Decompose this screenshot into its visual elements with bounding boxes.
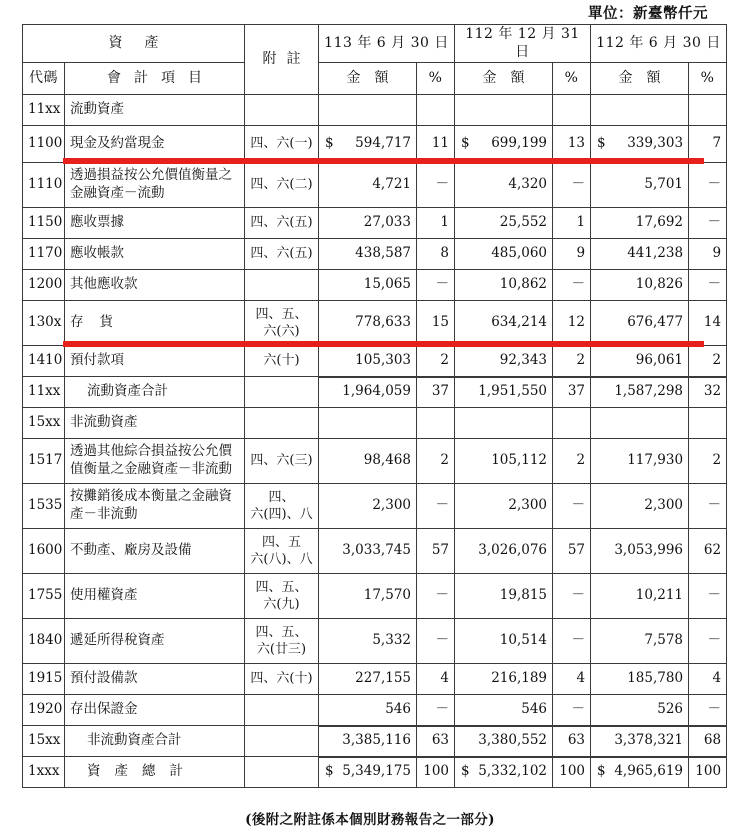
row-amount-p3: 5,701 xyxy=(591,162,689,207)
header-pct-2: % xyxy=(553,62,591,94)
table-row xyxy=(23,125,727,162)
row-amount-p2 xyxy=(455,407,553,438)
row-percent-p2: 4 xyxy=(553,663,591,694)
row-note-ref: 四、六(五) xyxy=(245,207,319,238)
table-row xyxy=(23,573,727,618)
row-amount-p1: 105,303 xyxy=(319,345,417,376)
header-item: 會計項目 xyxy=(65,62,245,94)
row-percent-p3: 14 xyxy=(689,300,727,345)
row-code: 15xx xyxy=(23,725,65,756)
table-row xyxy=(23,528,727,573)
row-account-name: 透過其他綜合損益按公允價值衡量之金融資產－非流動 xyxy=(65,438,245,483)
table-row xyxy=(23,162,727,207)
currency-symbol: $ xyxy=(597,763,606,780)
row-percent-p2 xyxy=(553,94,591,125)
row-percent-p3: － xyxy=(689,483,727,528)
row-amount-p3: 1,587,298 xyxy=(591,376,689,407)
row-percent-p1: － xyxy=(417,618,455,663)
row-note-ref: 六(十) xyxy=(245,345,319,376)
row-amount-p1: $ 594,717 xyxy=(319,125,417,162)
row-amount-p2: 92,343 xyxy=(455,345,553,376)
row-account-name: 預付款項 xyxy=(65,345,245,376)
row-amount-p2: 105,112 xyxy=(455,438,553,483)
row-percent-p2: 37 xyxy=(553,376,591,407)
row-amount-p3: 526 xyxy=(591,694,689,725)
row-percent-p3: 7 xyxy=(689,125,727,162)
row-percent-p1 xyxy=(417,407,455,438)
row-note-ref: 四、五、 六(九) xyxy=(245,573,319,618)
row-note-ref: 四、六(一) xyxy=(245,125,319,162)
table-row xyxy=(23,269,727,300)
row-note-ref xyxy=(245,407,319,438)
row-amount-p2: 546 xyxy=(455,694,553,725)
table-row xyxy=(23,438,727,483)
row-code: 1200 xyxy=(23,269,65,300)
row-percent-p3: 32 xyxy=(689,376,727,407)
row-account-name: 預付設備款 xyxy=(65,663,245,694)
row-amount-p2: 485,060 xyxy=(455,238,553,269)
row-percent-p2: － xyxy=(553,694,591,725)
row-amount-p2: 216,189 xyxy=(455,663,553,694)
row-percent-p3: － xyxy=(689,162,727,207)
row-note-ref xyxy=(245,756,319,787)
header-asset-title: 資產 xyxy=(23,25,245,63)
table-row xyxy=(23,756,727,787)
row-code: 1170 xyxy=(23,238,65,269)
row-account-name: 資產總計 xyxy=(65,756,245,787)
row-amount-p1: 5,332 xyxy=(319,618,417,663)
header-note: 附註 xyxy=(245,25,319,95)
row-amount-p2: 19,815 xyxy=(455,573,553,618)
row-amount-p3: $ 4,965,619 xyxy=(591,756,689,787)
row-amount-p3: 2,300 xyxy=(591,483,689,528)
row-amount-p3: 7,578 xyxy=(591,618,689,663)
row-account-name: 存出保證金 xyxy=(65,694,245,725)
row-amount-p1: 3,033,745 xyxy=(319,528,417,573)
footer-note: (後附之附註係本個別財務報告之一部分) xyxy=(245,812,495,828)
row-percent-p3: 4 xyxy=(689,663,727,694)
row-percent-p1: 4 xyxy=(417,663,455,694)
row-amount-p1: 2,300 xyxy=(319,483,417,528)
unit-label: 單位：新臺幣仟元 xyxy=(588,5,708,22)
row-percent-p3 xyxy=(689,407,727,438)
header-amount-2: 金額 xyxy=(455,62,553,94)
highlight-bar-cash xyxy=(63,158,704,164)
row-percent-p3: － xyxy=(689,207,727,238)
row-amount-p2: 3,026,076 xyxy=(455,528,553,573)
table-row xyxy=(23,345,727,376)
row-amount-p2: 4,320 xyxy=(455,162,553,207)
table-row xyxy=(23,94,727,125)
header-period-1-date: 113 年 6 月 30 日 xyxy=(319,25,455,63)
row-account-name: 應收票據 xyxy=(65,207,245,238)
row-percent-p2: 13 xyxy=(553,125,591,162)
row-amount-p2: 3,380,552 xyxy=(455,725,553,756)
currency-symbol: $ xyxy=(325,763,334,780)
row-amount-p1: 438,587 xyxy=(319,238,417,269)
row-code: 130x xyxy=(23,300,65,345)
row-amount-p3: 10,211 xyxy=(591,573,689,618)
row-percent-p2: 63 xyxy=(553,725,591,756)
row-code: 1535 xyxy=(23,483,65,528)
row-percent-p3: － xyxy=(689,618,727,663)
table-row xyxy=(23,663,727,694)
row-percent-p2: － xyxy=(553,573,591,618)
row-account-name: 非流動資產合計 xyxy=(65,725,245,756)
row-amount-p3 xyxy=(591,407,689,438)
row-code: 1xxx xyxy=(23,756,65,787)
table-row xyxy=(23,694,727,725)
row-amount-p1: 27,033 xyxy=(319,207,417,238)
row-account-name: 存貨 xyxy=(65,300,245,345)
header-row-top xyxy=(23,25,727,63)
row-amount-p3: 441,238 xyxy=(591,238,689,269)
row-note-ref: 四、六(五) xyxy=(245,238,319,269)
row-amount-p2: 634,214 xyxy=(455,300,553,345)
row-percent-p2: 100 xyxy=(553,756,591,787)
row-percent-p1: 11 xyxy=(417,125,455,162)
row-note-ref: 四、五、 六(六) xyxy=(245,300,319,345)
row-amount-p1: 778,633 xyxy=(319,300,417,345)
row-percent-p3: － xyxy=(689,573,727,618)
row-percent-p1: 8 xyxy=(417,238,455,269)
header-pct-3: % xyxy=(689,62,727,94)
row-code: 1517 xyxy=(23,438,65,483)
row-account-name: 按攤銷後成本衡量之金融資產－非流動 xyxy=(65,483,245,528)
table-row xyxy=(23,725,727,756)
row-code: 1600 xyxy=(23,528,65,573)
row-percent-p1: 2 xyxy=(417,438,455,483)
table-row xyxy=(23,376,727,407)
row-percent-p1: － xyxy=(417,483,455,528)
row-amount-p3: 185,780 xyxy=(591,663,689,694)
row-amount-p3: 3,378,321 xyxy=(591,725,689,756)
row-percent-p2: 12 xyxy=(553,300,591,345)
row-amount-p3: $ 339,303 xyxy=(591,125,689,162)
table-header xyxy=(23,25,727,95)
row-code: 1840 xyxy=(23,618,65,663)
row-note-ref: 四、六(十) xyxy=(245,663,319,694)
row-percent-p3: 2 xyxy=(689,438,727,483)
row-percent-p2: － xyxy=(553,269,591,300)
currency-symbol: $ xyxy=(597,135,606,152)
row-percent-p2 xyxy=(553,407,591,438)
header-pct-1: % xyxy=(417,62,455,94)
table-row xyxy=(23,618,727,663)
row-percent-p1: 15 xyxy=(417,300,455,345)
header-row-bottom xyxy=(23,62,727,94)
currency-symbol: $ xyxy=(461,763,470,780)
row-percent-p3: 2 xyxy=(689,345,727,376)
row-amount-p1: 98,468 xyxy=(319,438,417,483)
row-percent-p1 xyxy=(417,94,455,125)
row-note-ref xyxy=(245,269,319,300)
table-body xyxy=(23,94,727,787)
table-row xyxy=(23,238,727,269)
row-amount-p3: 96,061 xyxy=(591,345,689,376)
row-percent-p1: － xyxy=(417,573,455,618)
row-percent-p1: － xyxy=(417,269,455,300)
row-percent-p1: 1 xyxy=(417,207,455,238)
row-code: 1920 xyxy=(23,694,65,725)
row-note-ref: 四、六(三) xyxy=(245,438,319,483)
table-row xyxy=(23,407,727,438)
row-note-ref: 四、 六(四)、八 xyxy=(245,483,319,528)
row-note-ref xyxy=(245,694,319,725)
row-amount-p1: $ 5,349,175 xyxy=(319,756,417,787)
row-amount-p1: 3,385,116 xyxy=(319,725,417,756)
row-percent-p1: 63 xyxy=(417,725,455,756)
row-note-ref: 四、六(二) xyxy=(245,162,319,207)
row-amount-p3: 676,477 xyxy=(591,300,689,345)
row-percent-p3: － xyxy=(689,694,727,725)
row-percent-p2: － xyxy=(553,483,591,528)
row-account-name: 其他應收款 xyxy=(65,269,245,300)
row-percent-p3: 68 xyxy=(689,725,727,756)
table-row xyxy=(23,300,727,345)
row-percent-p1: － xyxy=(417,694,455,725)
row-account-name: 不動產、廠房及設備 xyxy=(65,528,245,573)
row-code: 1915 xyxy=(23,663,65,694)
currency-symbol: $ xyxy=(461,135,470,152)
row-amount-p3: 17,692 xyxy=(591,207,689,238)
row-account-name: 非流動資產 xyxy=(65,407,245,438)
row-amount-p2: 2,300 xyxy=(455,483,553,528)
row-amount-p1: 227,155 xyxy=(319,663,417,694)
header-amount-3: 金額 xyxy=(591,62,689,94)
row-amount-p1: 546 xyxy=(319,694,417,725)
row-note-ref xyxy=(245,94,319,125)
table-row xyxy=(23,207,727,238)
row-amount-p3: 117,930 xyxy=(591,438,689,483)
row-amount-p2: 1,951,550 xyxy=(455,376,553,407)
row-amount-p1 xyxy=(319,94,417,125)
row-account-name: 流動資產 xyxy=(65,94,245,125)
row-code: 1110 xyxy=(23,162,65,207)
header-amount-1: 金額 xyxy=(319,62,417,94)
row-percent-p3: 62 xyxy=(689,528,727,573)
currency-symbol: $ xyxy=(325,135,334,152)
row-code: 11xx xyxy=(23,94,65,125)
row-code: 15xx xyxy=(23,407,65,438)
row-account-name: 現金及約當現金 xyxy=(65,125,245,162)
row-percent-p2: 57 xyxy=(553,528,591,573)
row-amount-p3: 10,826 xyxy=(591,269,689,300)
row-percent-p2: 1 xyxy=(553,207,591,238)
row-percent-p3: 9 xyxy=(689,238,727,269)
row-code: 11xx xyxy=(23,376,65,407)
row-percent-p2: 2 xyxy=(553,345,591,376)
row-code: 1100 xyxy=(23,125,65,162)
row-account-name: 遞延所得稅資產 xyxy=(65,618,245,663)
row-amount-p2 xyxy=(455,94,553,125)
row-percent-p1: 2 xyxy=(417,345,455,376)
row-percent-p1: 57 xyxy=(417,528,455,573)
row-account-name: 流動資產合計 xyxy=(65,376,245,407)
row-percent-p3 xyxy=(689,94,727,125)
row-amount-p1 xyxy=(319,407,417,438)
row-percent-p2: － xyxy=(553,162,591,207)
row-note-ref: 四、五、 六(廿三) xyxy=(245,618,319,663)
row-amount-p1: 1,964,059 xyxy=(319,376,417,407)
row-note-ref xyxy=(245,376,319,407)
row-amount-p2: 25,552 xyxy=(455,207,553,238)
row-account-name: 透過損益按公允價值衡量之金融資產－流動 xyxy=(65,162,245,207)
row-percent-p2: － xyxy=(553,618,591,663)
row-code: 1410 xyxy=(23,345,65,376)
row-amount-p3: 3,053,996 xyxy=(591,528,689,573)
row-account-name: 應收帳款 xyxy=(65,238,245,269)
row-percent-p1: 100 xyxy=(417,756,455,787)
row-percent-p1: 37 xyxy=(417,376,455,407)
row-percent-p2: 9 xyxy=(553,238,591,269)
row-code: 1755 xyxy=(23,573,65,618)
row-percent-p3: － xyxy=(689,269,727,300)
header-code: 代碼 xyxy=(23,62,65,94)
highlight-bar-inventory xyxy=(63,341,704,347)
row-code: 1150 xyxy=(23,207,65,238)
row-amount-p2: $ 699,199 xyxy=(455,125,553,162)
row-percent-p2: 2 xyxy=(553,438,591,483)
header-period-3-date: 112 年 6 月 30 日 xyxy=(591,25,727,63)
row-amount-p2: $ 5,332,102 xyxy=(455,756,553,787)
balance-sheet-table xyxy=(22,24,727,788)
row-note-ref: 四、五 六(八)、八 xyxy=(245,528,319,573)
row-amount-p2: 10,862 xyxy=(455,269,553,300)
header-period-2-date: 112 年 12 月 31 日 xyxy=(455,25,591,63)
row-percent-p3: 100 xyxy=(689,756,727,787)
row-amount-p1: 15,065 xyxy=(319,269,417,300)
row-amount-p3 xyxy=(591,94,689,125)
row-percent-p1: － xyxy=(417,162,455,207)
row-note-ref xyxy=(245,725,319,756)
row-amount-p1: 17,570 xyxy=(319,573,417,618)
table-row xyxy=(23,483,727,528)
row-amount-p2: 10,514 xyxy=(455,618,553,663)
row-amount-p1: 4,721 xyxy=(319,162,417,207)
row-account-name: 使用權資產 xyxy=(65,573,245,618)
